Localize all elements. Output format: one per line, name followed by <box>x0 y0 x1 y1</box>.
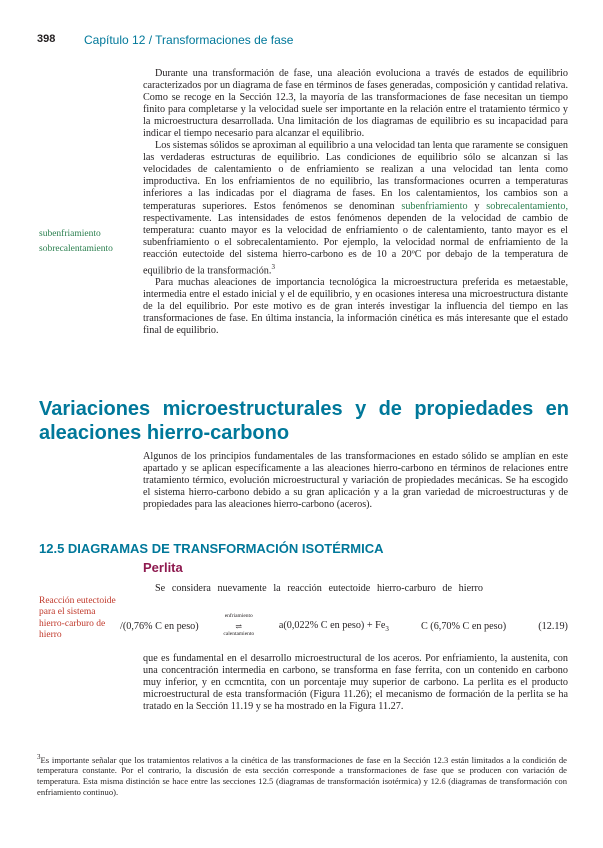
footnote-ref[interactable]: 3 <box>271 262 275 271</box>
equilibrium-arrow <box>223 613 255 638</box>
arrow-icon: ⇌ <box>235 622 243 632</box>
arrow-label-enfriamiento: enfriamiento <box>224 613 253 620</box>
subsection-title: 12.5 DIAGRAMAS DE TRANSFORMACIÓN ISOTÉRMICA <box>39 541 384 556</box>
equation-mid: a(0,022% C en peso) + $Fe_3$ <box>278 620 389 634</box>
margin-note-sobrecalentamiento: sobrecalentamiento <box>39 244 113 254</box>
equation-12-19 <box>120 613 568 638</box>
equation-number: (12.19) <box>538 621 568 633</box>
margin-note-reaccion: Reacción eutectoide para el sistema hierro-carburo de hierro <box>39 596 116 641</box>
section-text <box>143 451 568 511</box>
term-subenfriamiento: subenfriamiento <box>401 200 468 212</box>
arrow-label-calentamiento: calentamiento <box>223 631 255 638</box>
term-sobrecalentamiento: sobrecalentamiento, <box>486 200 569 212</box>
equation-right: C (6,70% C en peso) <box>420 621 507 633</box>
subsubsection-title: Perlita <box>143 560 183 575</box>
page-number: 398 <box>37 33 56 45</box>
section-paragraph-1: Algunos de los principios fundamentales de las transformaciones en estado sólido se amplían en este apartado y se aplican específicamente a las aleaciones hierro-carbono en términos de relaciones entre tratamiento térmico, evolución microestructural y variación de propiedades mecánicas. Se ha escogido el sistema hierro-carbono debido a su gran aplicación y a la gran variedad de microestructuras y de propiedades para las aleaciones hierro-carbono (aceros). <box>143 451 568 511</box>
after-equation-text <box>143 653 568 713</box>
chapter-header: Capítulo 12 / Transformaciones de fase <box>84 33 294 47</box>
after-equation-paragraph: que es fundamental en el desarrollo microestructural de los aceros. Por enfriamiento, la austenita, con una concentración intermedia en carbono, se transforma en fase ferrita, con un contenido en carbono muy inferior, y en ccmcntita, con un porcentaje muy superior de carbono. La perlita es el producto microestructural de esta transformación (Figura 11.26); el mecanismo de formación de la perlita se ha tratado en la Sección 11.19 y se ha mostrado en la Figura 11.27. <box>143 653 568 713</box>
footnote-text: Es importante señalar que los tratamientos relativos a la cinética de las transformaciones de fase en la Sección 12.3 están limitados a la condición de temperatura constante. Por el contrario, la discusión de esta sección corresponde a transformaciones de fase que se producen con variación de temperatura. Esta misma distinción se hace entre las secciones 12.5 (diagramas de transformación isotérmica) y 12.6 (diagramas de transformación con enfriamiento continuo). <box>37 754 567 797</box>
reaction-intro: Se considera nuevamente la reacción eutectoide hierro-carburo de hierro <box>155 583 483 594</box>
equation-left: /(0,76% C en peso) <box>120 621 199 633</box>
intro-paragraph-1: Durante una transformación de fase, una aleación evoluciona a través de estados de equilibrio caracterizados por un diagrama de fase en términos de fases generadas, composición y cantidad relativa. Como se recoge en la Sección 12.3, la mayoría de las transformaciones de fase necesitan un tiempo finito para completarse y la velocidad suele ser importante en la relación entre el tratamiento térmico y la microestructura desarrollada. Una limitación de los diagramas de equilibrio es su incapacidad para indicar el tiempo necesario para alcanzar el equilibrio. <box>143 68 568 140</box>
margin-note-subenfriamiento: subenfriamiento <box>39 229 101 239</box>
intro-paragraph-2: Los sistemas sólidos se aproximan al equilibrio a una velocidad tan lenta que raramente se consiguen las verdaderas estructuras de equilibrio. Las condiciones de equilibrio sólo se alcanzan si las velocidades de calentamiento o de enfriamiento se realizan a una velocidad tan lenta como improductiva. En los enfriamientos de no equilibrio, las transformaciones ocurren a temperaturas inferiores a las indicadas por el diagrama de fases. En los calentamientos, los cambios son a temperaturas superiores. Estos fenómenos se denominan subenfriamiento y sobrecalentamiento, respectivamente. Las intensidades de estos fenómenos dependen de la velocidad de cambio de temperatura: cuanto mayor es la velocidad de enfriamiento o de calentamiento, tanto mayor es el subenfriamiento o el sobrecalentamiento. Por ejemplo, la velocidad normal de enfriamiento de la reacción eutectoide del sistema hierro-carbono es de 10 a 20ºC por debajo de la temperatura de equilibrio de la transformación.$^3$ <box>143 140 569 277</box>
section-title: Variaciones microestructurales y de propiedades en aleaciones hierro-carbono <box>39 398 569 444</box>
intro-text <box>143 68 568 337</box>
footnote <box>37 752 567 797</box>
intro-paragraph-3: Para muchas aleaciones de importancia tecnológica la microestructura preferida es metaestable, intermedia entre el estado inicial y el de equilibrio, y en ocasiones interesa una microestructura distante de la del equilibrio. Por este motivo es de gran interés investigar la influencia del tiempo en las transformaciones de fase. En última instancia, la información cinética es más interesante que el estado final de equilibrio. <box>143 277 568 337</box>
footnote-marker: 3 <box>37 753 41 761</box>
